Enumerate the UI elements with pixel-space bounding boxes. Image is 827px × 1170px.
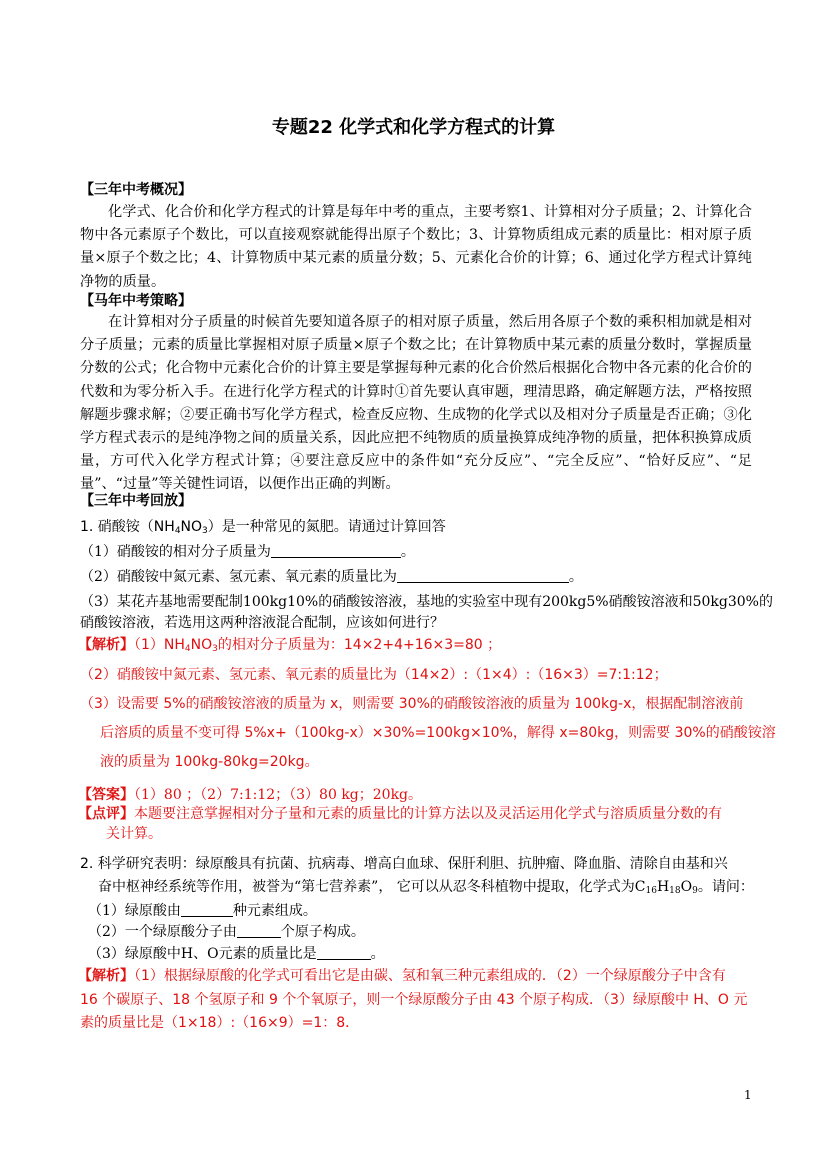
- q1-part1: （1）硝酸铵的相对分子质量为 。: [80, 544, 415, 560]
- section-heading-review: 【三年中考回放】: [80, 493, 192, 509]
- answer-blank[interactable]: [237, 923, 281, 938]
- q1-analysis-2: （2）硝酸铵中氮元素、氢元素、氧元素的质量比为（14×2）:（1×4）:（16×3）=7:1:12；: [80, 667, 668, 683]
- q1-comment-line2: 关计算。: [106, 826, 162, 842]
- q1-part2: （2）硝酸铵中氮元素、氢元素、氧元素的质量比为 。: [80, 569, 583, 585]
- section-heading-overview: 【三年中考概况】: [80, 182, 192, 198]
- q2-part3: （3）绿原酸中H、O元素的质量比是 。: [88, 946, 385, 962]
- section-heading-strategy: 【马年中考策略】: [80, 293, 192, 309]
- q1-comment-line1: 【点评】本题要注意掌握相对分子量和元素的质量比的计算方法以及灵活运用化学式与溶质质量分数的有: [78, 806, 722, 822]
- q2-part1: （1）绿原酸由 种元素组成。: [88, 903, 317, 919]
- answer-blank[interactable]: [317, 945, 371, 960]
- q1-analysis-1: 【解析】$(1)NH_4NO_3$的相对分子质量为：14×2+4+16×3=80 ；: [78, 637, 502, 654]
- page-number: 1: [744, 1088, 752, 1102]
- q1-analysis-3-line3: 液的质量为 100kg-80kg=20kg。: [100, 754, 319, 770]
- q1-stem: 1. 硝酸铵$(NH_4NO_3)$是一种常见的氮肥。请通过计算回答: [80, 519, 446, 536]
- answer-blank[interactable]: [397, 568, 569, 583]
- strategy-paragraph: 在计算相对分子质量的时候首先要知道各原子的相对原子质量，然后用各原子个数的乘积相加就是相对分子质量；元素的质量比掌握相对原子质量×原子个数之比；在计算物质中某元素的质量分数时，掌握质量分数的公式；化合物中元素化合价的计算主要是掌握每种元素的化合价然后根据化合物中各元素的化合价的代数和为零分析入手。在进行化学方程式的计算时①首先要认真审题，理清思路，确定解题方法，严格按照解题步骤求解；②要正确书写化学方程式，检查反应物、生成物的化学式以及相对分子质量是否正确；③化学方程式表示的是纯净物之间的质量关系，因此应把不纯物质的质量换算成纯净物的质量，把体积换算成质量，方可代入化学方程式计算；④要注意反应中的条件如“充分反应”、“完全反应”、“恰好反应”、“足量”、“过量”等关键性词语，以便作出正确的判断。: [80, 314, 752, 493]
- q1-analysis-3-line1: （3）设需要 5%的硝酸铵溶液的质量为 x，则需要 30%的硝酸铵溶液的质量为 100kg-x，根据配制溶液前: [80, 696, 744, 712]
- q1-analysis-3-line2: 后溶质的质量不变可得 5%x+（100kg-x）×30%=100kg×10%，解得 x=80kg，则需要 30%的硝酸铵溶: [100, 725, 776, 741]
- q2-analysis-line3: 素的质量比是（1×18）:（16×9）=1：8．: [80, 1015, 360, 1031]
- page-title: 专题22 化学式和化学方程式的计算: [271, 117, 556, 138]
- q1-answer: 【答案】（1）80 ；（2）7:1:12；（3）80 kg；20kg。: [78, 787, 423, 803]
- answer-blank[interactable]: [181, 902, 233, 917]
- q2-analysis-line2: 16 个碳原子、18 个氢原子和 9 个个氧原子，则一个绿原酸分子由 43 个原子构成．（3）绿原酸中 H、O 元: [80, 992, 748, 1008]
- q2-stem-line1: 2. 科学研究表明：绿原酸具有抗菌、抗病毒、增高白血球、保肝利胆、抗肿瘤、降血脂、清除自由基和兴: [80, 856, 728, 872]
- overview-paragraph: 化学式、化合价和化学方程式的计算是每年中考的重点，主要考察1、计算相对分子质量；2、计算化合物中各元素原子个数比，可以直接观察就能得出原子个数比；3、计算物质组成元素的质量比：相对原子质量×原子个数之比；4、计算物质中某元素的质量分数；5、元素化合价的计算；6、通过化学方程式计算纯净物的质量。: [80, 204, 752, 290]
- q2-stem-line2: 奋中枢神经系统等作用，被誉为“第七营养素”， 它可以从忍冬科植物中提取，化学式为$C_{16}H_{18}O_9$。请问：: [98, 879, 754, 896]
- q1-part3-line2: 硝酸铵溶液，若选用这两种溶液混合配制，应该如何进行？: [80, 615, 444, 631]
- answer-blank[interactable]: [271, 543, 401, 558]
- q2-analysis-line1: 【解析】（1）根据绿原酸的化学式可看出它是由碳、氢和氧三种元素组成的．（2）一个绿原酸分子中含有: [78, 968, 726, 984]
- q2-part2: （2）一个绿原酸分子由 个原子构成。: [88, 924, 365, 940]
- q1-part3-line1: （3）某花卉基地需要配制100kg10%的硝酸铵溶液，基地的实验室中现有200kg5%硝酸铵溶液和50kg30%的: [80, 594, 773, 610]
